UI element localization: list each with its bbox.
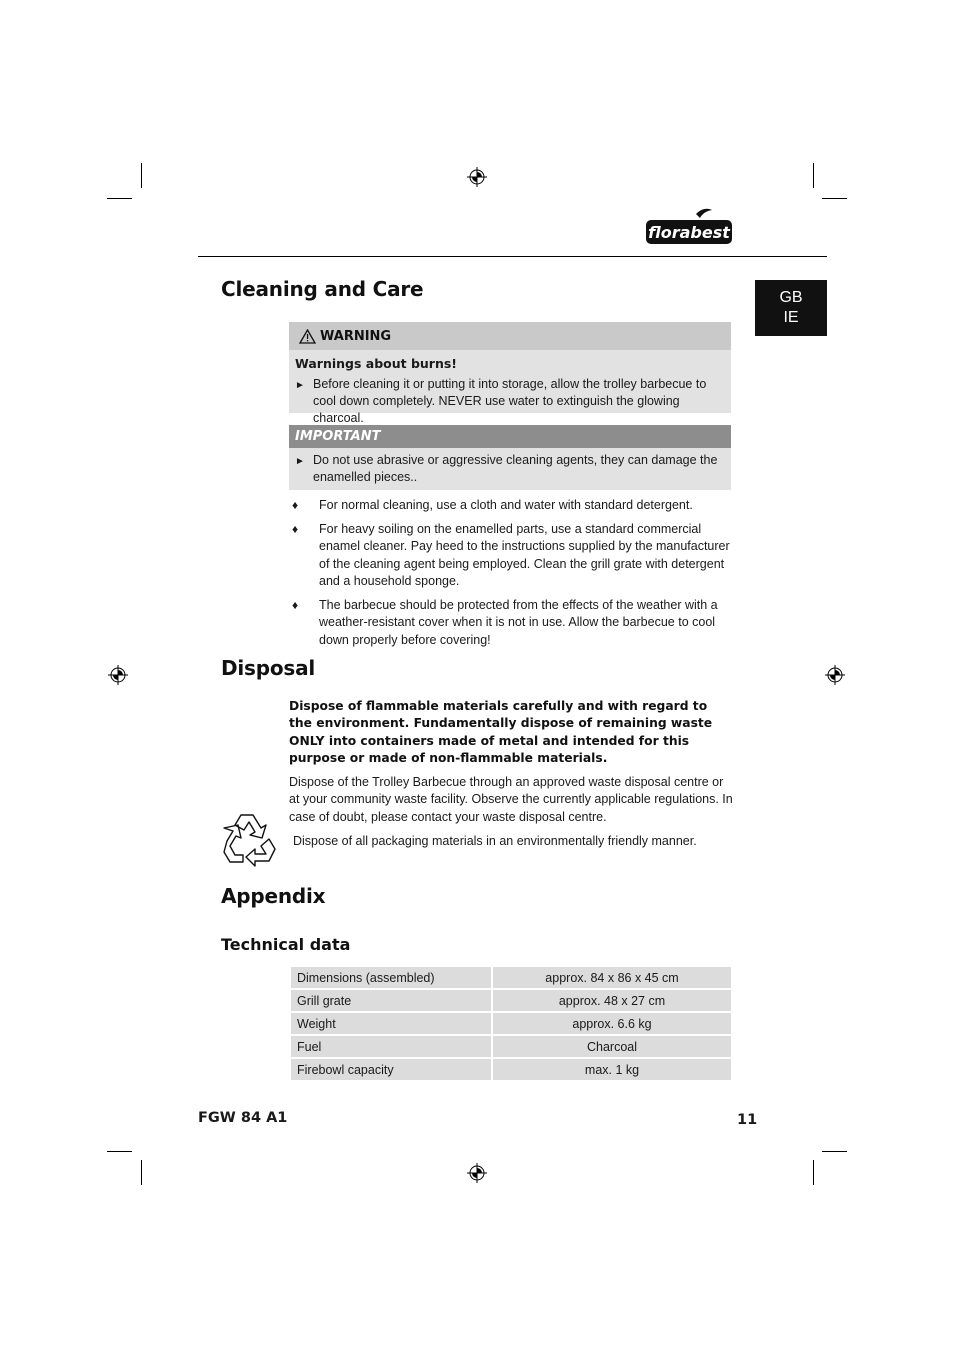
technical-data-title: Technical data — [221, 935, 351, 954]
cleaning-title: Cleaning and Care — [221, 277, 424, 301]
diamond-bullet-icon: ♦ — [292, 598, 299, 612]
diamond-bullet-icon: ♦ — [292, 498, 299, 512]
disposal-title: Disposal — [221, 656, 316, 680]
crop-mark — [813, 163, 814, 188]
registration-mark-icon — [467, 1163, 487, 1183]
diamond-bullet-icon: ♦ — [292, 522, 299, 536]
footer-model: FGW 84 A1 — [198, 1110, 288, 1126]
table-row — [291, 1059, 731, 1080]
table-cell-label: Firebowl capacity — [291, 1059, 491, 1080]
arrow-bullet-icon: ► — [295, 456, 305, 467]
svg-text:florabest: florabest — [648, 223, 730, 242]
table-row — [291, 1036, 731, 1057]
crop-mark — [141, 1160, 142, 1185]
important-text: Do not use abrasive or aggressive cleaning agents, they can damage the enamelled pieces.. — [313, 453, 718, 484]
disposal-bold-text: Dispose of flammable materials carefully and with regard to the environment. Fundamentally dispose of remaining waste ONLY into containers made of metal and intended for this purpose or made of non-flammable materials. — [289, 699, 713, 766]
table-cell-label: Weight — [291, 1013, 491, 1034]
warning-item — [295, 376, 725, 427]
list-item — [289, 521, 733, 591]
crop-mark — [107, 198, 132, 199]
technical-data-table — [289, 965, 733, 1082]
warning-header — [289, 322, 731, 350]
warning-triangle-icon — [299, 329, 316, 344]
important-header — [289, 425, 731, 448]
crop-mark — [822, 198, 847, 199]
warning-box — [289, 322, 731, 425]
table-cell-label: Fuel — [291, 1036, 491, 1057]
warning-subtitle: Warnings about burns! — [295, 356, 458, 371]
warning-text: Before cleaning it or putting it into storage, allow the trolley barbecue to cool down completely. NEVER use water to extinguish the glowing charcoal. — [313, 377, 707, 425]
language-tab — [755, 280, 827, 336]
table-cell-value: approx. 6.6 kg — [493, 1013, 731, 1034]
table-cell-value: approx. 84 x 86 x 45 cm — [493, 967, 731, 988]
list-item — [289, 497, 733, 514]
important-box — [289, 425, 731, 490]
crop-mark — [822, 1151, 847, 1152]
warning-label: WARNING — [320, 328, 392, 344]
crop-mark — [141, 163, 142, 188]
crop-mark — [107, 1151, 132, 1152]
registration-mark-icon — [108, 665, 128, 685]
list-item — [289, 597, 733, 649]
registration-mark-icon — [467, 167, 487, 187]
page-number: 11 — [737, 1112, 758, 1128]
table-cell-label: Dimensions (assembled) — [291, 967, 491, 988]
registration-mark-icon — [825, 665, 845, 685]
table-row — [291, 1013, 731, 1034]
language-code: IE — [783, 309, 799, 326]
important-item — [295, 452, 725, 486]
table-cell-value: approx. 48 x 27 cm — [493, 990, 731, 1011]
list-item-text: For normal cleaning, use a cloth and water with standard detergent. — [319, 498, 693, 512]
table-row — [291, 967, 731, 988]
important-label: IMPORTANT — [295, 429, 381, 444]
recycling-icon — [221, 811, 279, 867]
table-row — [291, 990, 731, 1011]
list-item-text: For heavy soiling on the enamelled parts, use a standard commercial enamel cleaner. Pay heed to the instructions supplied by the manufacturer of the cleaning agent being employed. Clean the grill grate with detergent and a household sponge. — [319, 522, 730, 589]
disposal-text: Dispose of the Trolley Barbecue through an approved waste disposal centre or at your community waste facility. Observe the currently applicable regulations. In case of doubt, please contact your waste disposal centre. — [289, 775, 733, 824]
florabest-logo — [646, 206, 732, 246]
arrow-bullet-icon: ► — [295, 380, 305, 391]
table-cell-value: Charcoal — [493, 1036, 731, 1057]
header-rule — [198, 256, 827, 257]
language-code: GB — [779, 289, 803, 306]
crop-mark — [813, 1160, 814, 1185]
list-item-text: The barbecue should be protected from the effects of the weather with a weather-resistant cover when it is not in use. Allow the barbecue to cool down properly before covering! — [319, 598, 718, 647]
table-cell-value: max. 1 kg — [493, 1059, 731, 1080]
packaging-text: Dispose of all packaging materials in an environmentally friendly manner. — [293, 834, 697, 848]
table-cell-label: Grill grate — [291, 990, 491, 1011]
appendix-title: Appendix — [221, 884, 326, 908]
